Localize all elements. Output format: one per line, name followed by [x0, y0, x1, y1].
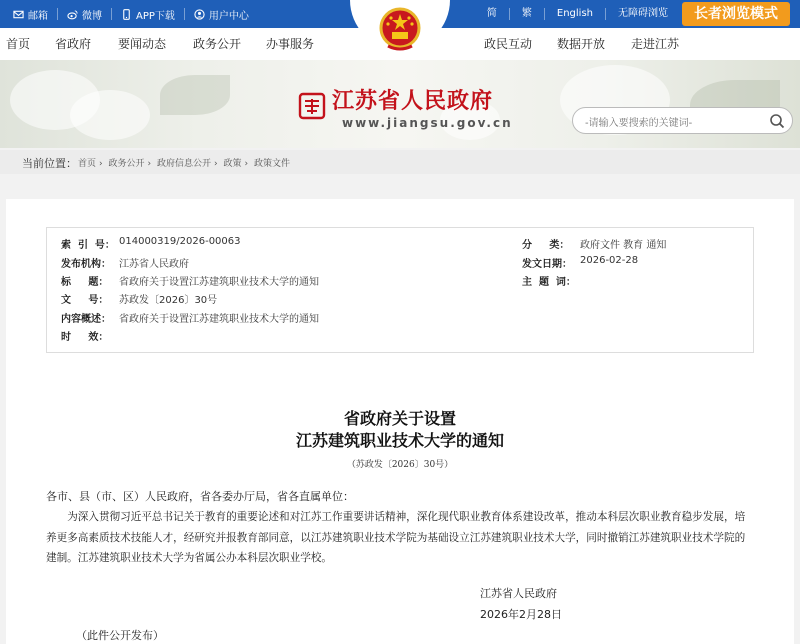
nav-item-interaction[interactable]: 政民互动 — [484, 37, 533, 51]
meta-org-value: 江苏省人民政府 — [119, 259, 189, 270]
meta-category-row — [522, 236, 666, 254]
jiangsu-logo-icon — [298, 92, 326, 120]
lang-simplified-link[interactable]: 简 — [475, 8, 510, 20]
nav-item-gov-affairs[interactable]: 政务公开 — [193, 37, 242, 51]
user-center-link[interactable] — [185, 8, 258, 20]
breadcrumb — [0, 150, 800, 174]
meta-org-row — [61, 255, 189, 273]
document-title-line2: 江苏建筑职业技术大学的通知 — [295, 431, 504, 450]
signer: 江苏省人民政府 — [480, 587, 557, 600]
meta-validity-label: 时 效： — [61, 332, 109, 343]
meta-title-value: 省政府关于设置江苏建筑职业技术大学的通知 — [119, 277, 319, 288]
nav-item-open-data[interactable]: 数据开放 — [557, 37, 606, 51]
mail-label: 邮箱 — [28, 10, 48, 22]
site-title: 江苏省人民政府 — [332, 89, 494, 114]
mail-link[interactable] — [4, 8, 58, 20]
app-download-label: APP下载 — [136, 10, 175, 22]
meta-validity-row — [61, 328, 119, 346]
accessibility-link[interactable]: 无障碍浏览 — [618, 8, 668, 19]
national-emblem-icon — [374, 6, 426, 54]
document-number: （苏政发〔2026〕30号） — [346, 460, 454, 470]
nav-item-about-jiangsu[interactable]: 走进江苏 — [631, 37, 680, 51]
meta-summary-row — [61, 310, 319, 328]
user-center-label: 用户中心 — [208, 10, 249, 22]
meta-index-row — [61, 236, 241, 254]
meta-docno-value: 苏政发〔2026〕30号 — [119, 295, 218, 306]
breadcrumb-path: 首页 › 政务公开 › 政府信息公开 › 政策 › 政策文件 — [78, 159, 291, 169]
weibo-icon — [67, 9, 78, 20]
body-paragraph: 为深入贯彻习近平总书记关于教育的重要论述和对江苏工作重要讲话精神，深化现代职业教育体系建设改革，推动本科层次职业教育稳步发展，培养更多高素质技术技能人才，经研究并报教育部同意，以江苏建筑职业技术学院为基础设立江苏建筑职业技术大学，同时撤销江苏建筑职业技术学院的建制。江苏建筑职业技术大学为省属公办本科层次职业学校。 — [46, 511, 746, 564]
document-title-line1: 省政府关于设置 — [343, 409, 456, 428]
meta-org-label: 发布机构： — [61, 259, 111, 270]
sign-date: 2026年2月28日 — [480, 608, 562, 621]
meta-subject-label: 主 题 词： — [522, 277, 576, 288]
meta-summary-value: 省政府关于设置江苏建筑职业技术大学的通知 — [119, 314, 319, 325]
phone-icon — [121, 9, 132, 20]
meta-docno-label: 文 号： — [61, 295, 109, 306]
meta-category-value: 政府文件 教育 通知 — [580, 240, 667, 251]
meta-date-label: 发文日期： — [522, 259, 572, 270]
breadcrumb-label: 当前位置： — [22, 157, 77, 170]
banner-flower-decoration — [70, 90, 150, 140]
nav-item-home[interactable]: 首页 — [6, 37, 31, 51]
breadcrumb-gov-affairs[interactable]: 政务公开 — [108, 159, 145, 169]
meta-category-label: 分 类： — [522, 240, 570, 251]
top-right-links — [475, 0, 800, 28]
lang-traditional-link[interactable]: 繁 — [510, 8, 545, 20]
salutation: 各市、县（市、区）人民政府，省各委办厅局，省各直属单位： — [46, 490, 354, 503]
breadcrumb-home[interactable]: 首页 — [78, 159, 97, 169]
nav-item-services[interactable]: 办事服务 — [266, 37, 315, 51]
mail-icon — [13, 9, 24, 20]
breadcrumb-gov-info[interactable]: 政府信息公开 — [157, 159, 212, 169]
banner-leaf-decoration — [160, 75, 230, 115]
nav-item-province-gov[interactable]: 省政府 — [55, 37, 92, 51]
article-content — [6, 199, 794, 644]
lang-english-link[interactable]: English — [545, 8, 606, 20]
meta-index-value: 014000319/2026-00063 — [119, 236, 241, 247]
meta-summary-label: 内容概述： — [61, 314, 111, 325]
user-icon — [194, 9, 205, 20]
breadcrumb-policy-docs[interactable]: 政策文件 — [254, 159, 291, 169]
metadata-table — [46, 227, 754, 353]
search-icon[interactable] — [769, 113, 785, 129]
weibo-link[interactable] — [58, 8, 112, 20]
meta-subject-row — [522, 273, 580, 291]
meta-docno-row — [61, 291, 217, 309]
meta-date-row — [522, 255, 638, 273]
search-box[interactable] — [572, 107, 793, 134]
meta-date-value: 2026-02-28 — [580, 255, 639, 266]
site-url: www.jiangsu.gov.cn — [342, 116, 513, 130]
top-links — [4, 0, 258, 28]
meta-title-row — [61, 273, 319, 291]
meta-index-label: 索 引 号： — [61, 240, 115, 251]
app-download-link[interactable] — [112, 8, 185, 20]
breadcrumb-policy[interactable]: 政策 — [223, 159, 242, 169]
meta-title-label: 标 题： — [61, 277, 109, 288]
search-input[interactable]: -请输入要搜索的关键词- — [585, 118, 693, 129]
weibo-label: 微博 — [82, 10, 102, 22]
nav-item-news[interactable]: 要闻动态 — [118, 37, 167, 51]
public-release-note: （此件公开发布） — [76, 629, 164, 642]
elder-mode-button[interactable]: 长者浏览模式 — [682, 2, 790, 26]
